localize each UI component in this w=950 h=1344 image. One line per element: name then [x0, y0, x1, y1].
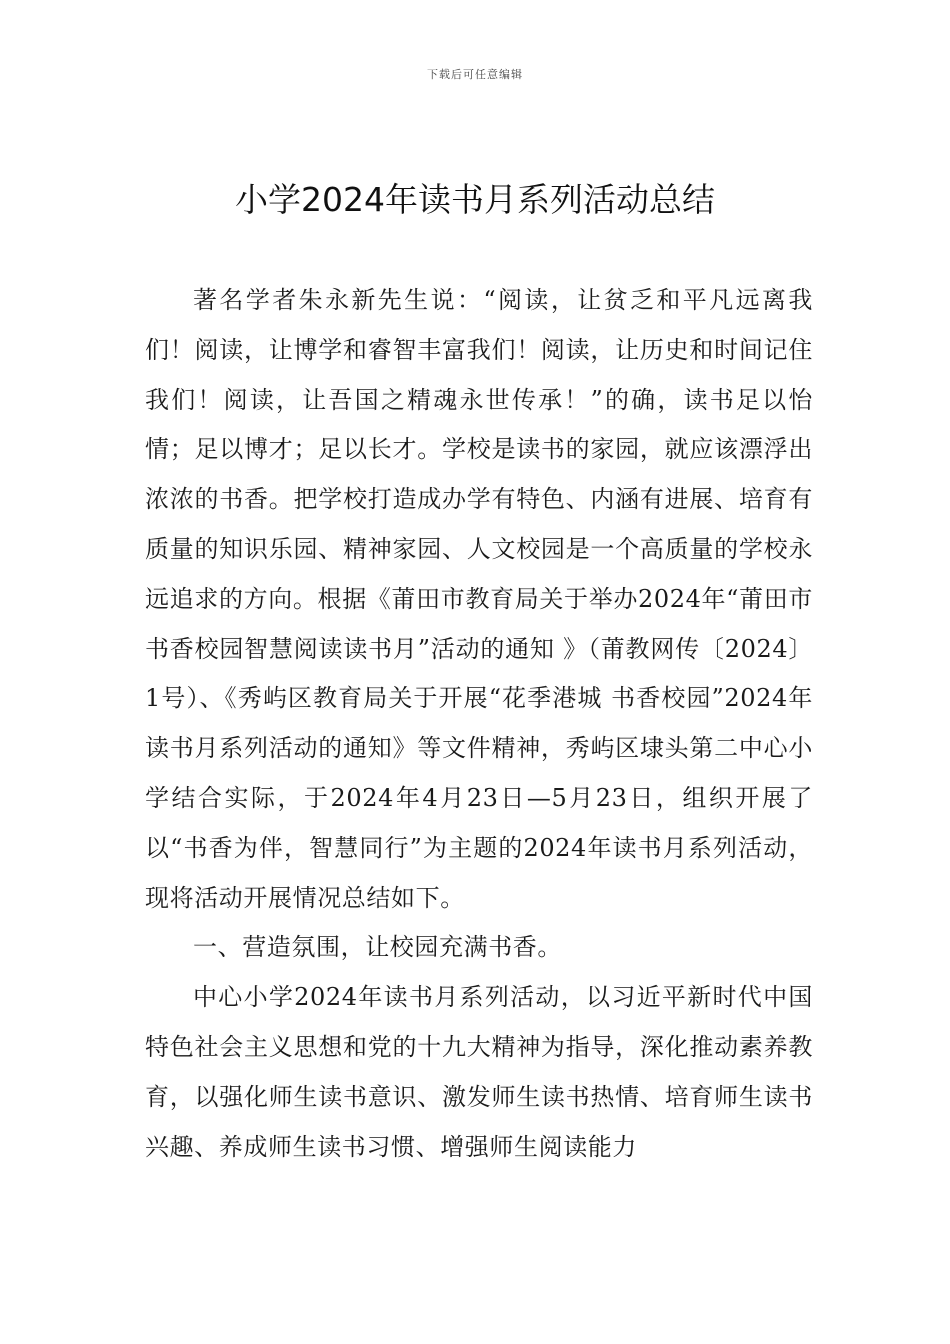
section-heading-1: 一、营造氛围，让校园充满书香。	[193, 933, 562, 962]
paragraph-section-1: 中心小学2024年读书月系列活动，以习近平新时代中国特色社会主义思想和党的十九大精神为指导，深化推动素养教育，以强化师生读书意识、激发师生读书热情、培育师生读书兴趣、养成师生读书习惯、增强师生阅读能力	[145, 983, 813, 1161]
document-title: 小学2024年读书月系列活动总结	[235, 180, 715, 219]
document-body	[145, 276, 813, 1172]
paragraph-intro: 著名学者朱永新先生说：“阅读，让贫乏和平凡远离我们！阅读，让博学和睿智丰富我们！阅读，让历史和时间记住我们！阅读，让吾国之精魂永世传承！”的确，读书足以怡情；足以博才；足以长才。学校是读书的家园，就应该漂浮出浓浓的书香。把学校打造成办学有特色、内涵有进展、培育有质量的知识乐园、精神家园、人文校园是一个高质量的学校永远追求的方向。根据《莆田市教育局关于举办2024年“莆田市书香校园智慧阅读读书月”活动的通知 》（莆教网传〔2024〕1号）、《秀屿区教育局关于开展“花季港城 书香校园”2024年读书月系列活动的通知》等文件精神，秀屿区埭头第二中心小学结合实际，于2024年4月23日—5月23日，组织开展了以“书香为伴，智慧同行”为主题的2024年读书月系列活动，现将活动开展情况总结如下。	[145, 286, 813, 912]
header-note: 下载后可任意编辑	[427, 68, 523, 81]
